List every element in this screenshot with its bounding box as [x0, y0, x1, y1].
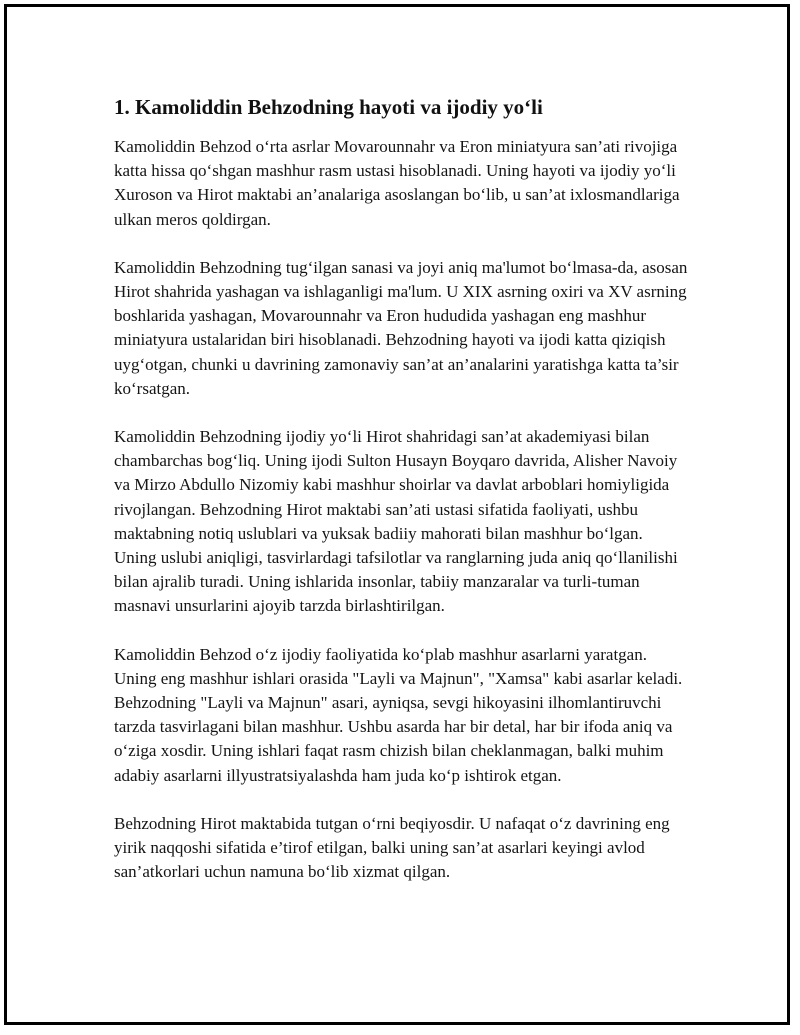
paragraph-5: Behzodning Hirot maktabida tutgan o‘rni beqiyosdir. U nafaqat o‘z davrining eng yirik naqqoshi sifatida e’tirof etilgan, balki uning san’at asarlari keyingi avlod san’atkorlari uchun namuna bo‘lib xizmat qilgan. [114, 813, 670, 882]
paragraph-3: Kamoliddin Behzodning ijodiy yo‘li Hirot shahridagi san’at akademiyasi bilan chambarchas bog‘liq. Uning ijodi Sulton Husayn Boyqaro davrida, Alisher Navoiy va Mirzo Abdullo Nizomiy kabi mashhur shoirlar va davlat arboblari homiyligida rivojlangan. Behzodning Hirot maktabi san’ati ustasi sifatida faoliyati, ushbu maktabning notiq uslublari va yuksak badiiy mahorati bilan mashhur bo‘lgan. Uning uslubi aniqligi, tasvirlardagi tafsilotlar va ranglarning juda aniq qo‘llanilishi bilan ajralib turadi. Uning ishlarida insonlar, tabiiy manzaralar va turli-tuman masnavi unsurlarini ajoyib tarzda birlashtirilgan. [114, 427, 678, 616]
document-body [114, 93, 689, 908]
paragraph-1: Kamoliddin Behzod o‘rta asrlar Movarounnahr va Eron miniatyura san’ati rivojiga katta hissa qo‘shgan mashhur rasm ustasi hisoblanadi. Uning hayoti va ijodiy yo‘li Xuroson va Hirot maktabi an’analariga asoslangan bo‘lib, u san’at ixlosmandlariga ulkan meros qoldirgan. [114, 137, 680, 229]
paragraph-4: Kamoliddin Behzod o‘z ijodiy faoliyatida ko‘plab mashhur asarlarni yaratgan. Uning eng mashhur ishlari orasida "Layli va Majnun", "Xamsa" kabi asarlar keladi. Behzodning "Layli va Majnun" asari, ayniqsa, sevgi hikoyasini ilhomlantiruvchi tarzda tasvirlagani bilan mashhur. Ushbu asarda har bir detal, har bir ifoda aniq va o‘ziga xosdir. Uning ishlari faqat rasm chizish bilan cheklanmagan, balki muhim adabiy asarlarni illyustratsiyalashda ham juda ko‘p ishtirok etgan. [114, 644, 683, 785]
paragraph-2: Kamoliddin Behzodning tug‘ilgan sanasi va joyi aniq ma'lumot bo‘lmasa-da, asosan Hirot shahrida yashagan va ishlaganligi ma'lum. U XIX asrning oxiri va XV asrning boshlarida yashagan, Movarounnahr va Eron hududida yashagan eng mashhur miniatyura ustalaridan biri hisoblanadi. Behzodning hayoti va ijodi katta qiziqish uyg‘otgan, chunki u davrining zamonaviy san’at an’analarini yaratishga katta ta’sir ko‘rsatgan. [114, 257, 688, 398]
section-heading: 1. Kamoliddin Behzodning hayoti va ijodiy yo‘li [114, 95, 543, 119]
